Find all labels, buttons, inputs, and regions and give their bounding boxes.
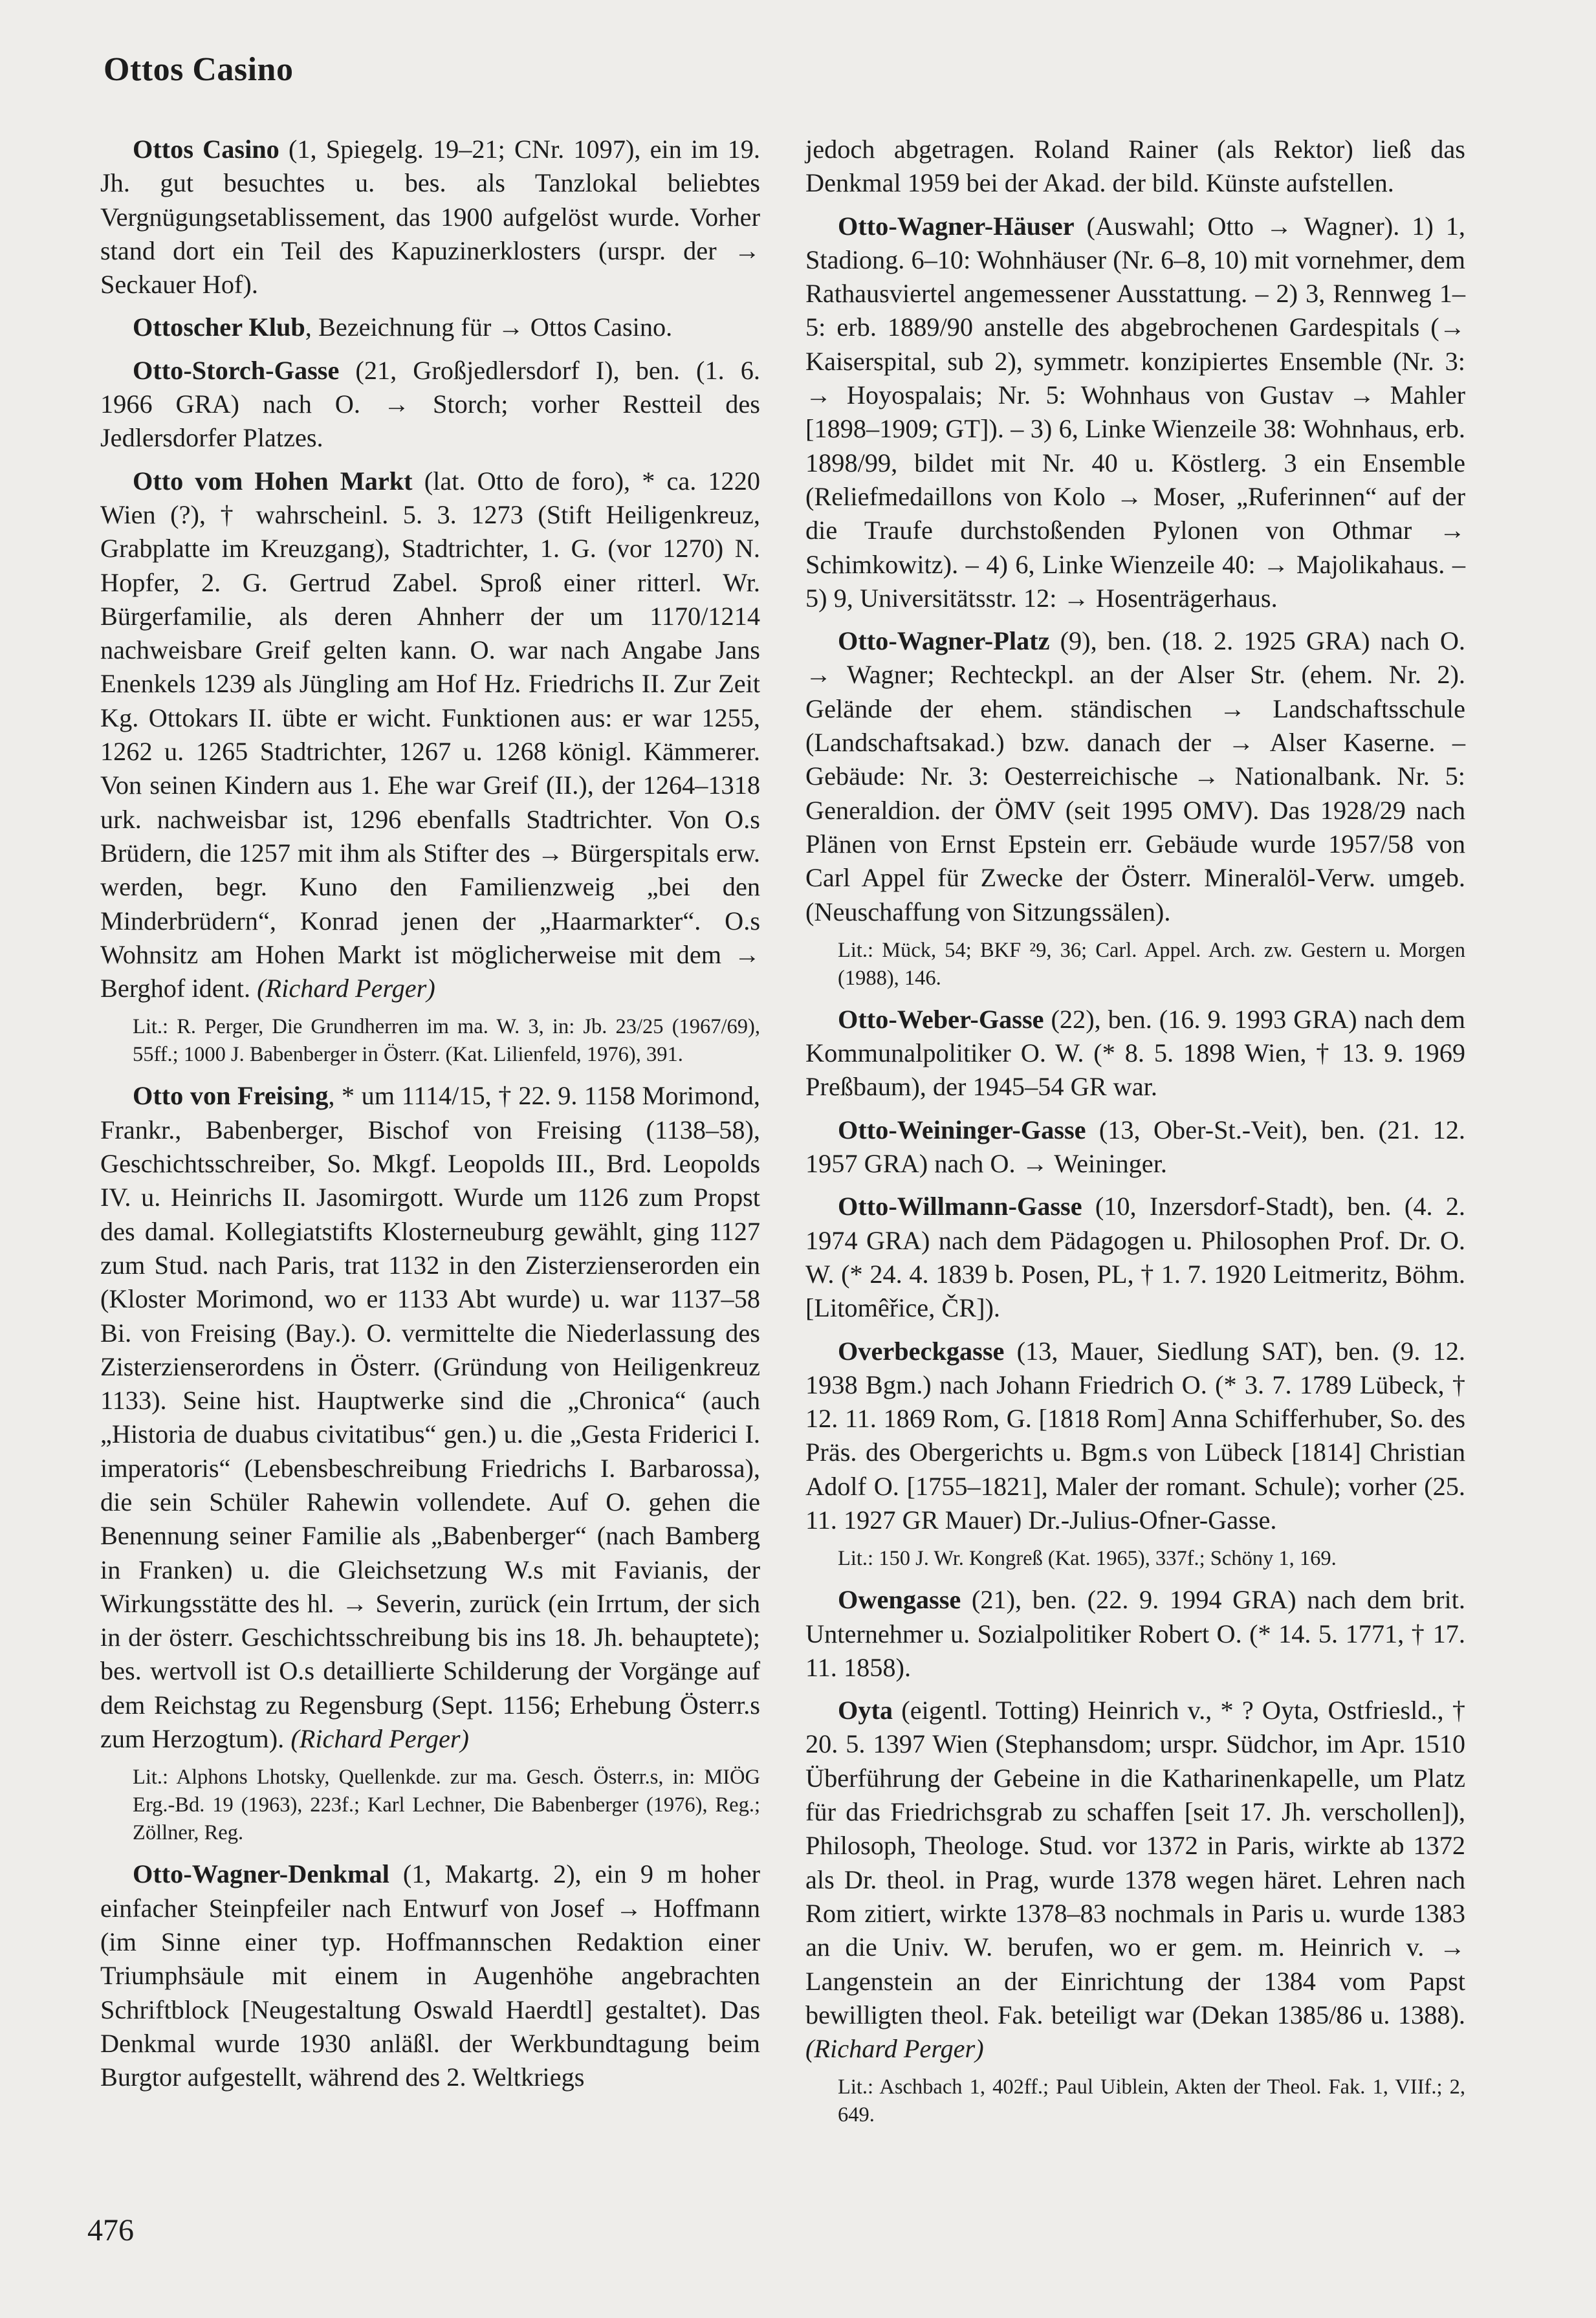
entry-text: (13, Mauer, Siedlung SAT), ben. (9. 12. 1938 Bgm.) nach Johann Friedrich O. (* 3. 7. 1789 Lübeck, † 12. 11. 1869 Rom, G. [1818 Rom] Anna Schifferhuber, So. des Präs. des Obergerichts u. Bgm.s von Lübeck [1814] Christian Adolf O. [1755–1821], Maler der romant. Schule); vorher (25. 11. 1927 GR Mauer) Dr.-Julius-Ofner-Gasse. bbox=[805, 1336, 1465, 1535]
entry bbox=[100, 354, 760, 455]
literature-note: Lit.: Mück, 54; BKF ²9, 36; Carl. Appel. Arch. zw. Gestern u. Morgen (1988), 146. bbox=[838, 938, 1465, 990]
entry bbox=[100, 465, 760, 1006]
headword: Otto-Storch-Gasse bbox=[133, 355, 340, 385]
headword: Otto-Willmann-Gasse bbox=[838, 1192, 1082, 1221]
literature-note: Lit.: R. Perger, Die Grundherren im ma. W. 3, in: Jb. 23/25 (1967/69), 55ff.; 1000 J. Babenberger in Österr. (Kat. Lilienfeld, 1976), 391. bbox=[133, 1015, 760, 1067]
running-head: Ottos Casino bbox=[104, 51, 294, 88]
entry-text: (13, Ober-St.-Veit), ben. (21. 12. 1957 GRA) nach O. → Weininger. bbox=[805, 1115, 1465, 1179]
entry-text: (22), ben. (16. 9. 1993 GRA) nach dem Kommunalpolitiker O. W. (* 8. 5. 1898 Wien, † 13. 9. 1969 Preßbaum), der 1945–54 GR war. bbox=[805, 1004, 1465, 1102]
entry bbox=[805, 210, 1465, 616]
headword: Ottos Casino bbox=[133, 135, 279, 164]
entry-text: (lat. Otto de foro), * ca. 1220 Wien (?), † wahrscheinl. 5. 3. 1273 (Stift Heiligenkreuz, Grabplatte im Kreuzgang), Stadtrichter, 1. G. (vor 1270) N. Hopfer, 2. G. Gertrud Zabel. Sproß einer ritterl. Wr. Bürgerfamilie, als deren Ahnherr der um 1170/1214 nachweisbare Greif gelten kann. O. war nach Angabe Jans Enenkels 1239 als Jüngling am Hof Hz. Friedrichs II. Zur Zeit Kg. Ottokars II. übte er wicht. Funktionen aus: er war 1255, 1262 u. 1265 Stadtrichter, 1267 u. 1268 königl. Kämmerer. Von seinen Kindern aus 1. Ehe war Greif (II.), der 1264–1318 urk. nachweisbar ist, 1296 ebenfalls Stadtrichter. Von O.s Brüdern, die 1257 mit ihm als Stifter des → Bürgerspitals erw. werden, begr. Kuno den Familienzweig „bei den Minderbrüdern“, Konrad jenen der „Haarmarkter“. O.s Wohnsitz am Hohen Markt ist möglicherweise mit dem → Berghof ident. bbox=[100, 466, 760, 1003]
headword: Oyta bbox=[838, 1696, 893, 1725]
entry-continuation bbox=[805, 133, 1465, 201]
headword: Otto vom Hohen Markt bbox=[133, 466, 413, 496]
literature-note: Lit.: Alphons Lhotsky, Quellenkde. zur ma. Gesch. Österr.s, in: MIÖG Erg.-Bd. 19 (1963), 223f.; Karl Lechner, Die Babenberger (1976), Reg.; Zöllner, Reg. bbox=[133, 1766, 760, 1845]
headword: Otto-Wagner-Denkmal bbox=[133, 1859, 389, 1889]
entry-text: (21), ben. (22. 9. 1994 GRA) nach dem brit. Unternehmer u. Sozialpolitiker Robert O. (* 14. 5. 1771, † 17. 11. 1858). bbox=[805, 1585, 1465, 1682]
entry bbox=[805, 1694, 1465, 2066]
right-column bbox=[805, 133, 1465, 2139]
entry-text: , * um 1114/15, † 22. 9. 1158 Morimond, Frankr., Babenberger, Bischof von Freising (1138–58), Geschichtsschreiber, So. Mkgf. Leopolds III., Brd. Leopolds IV. u. Heinrichs II. Jasomirgott. Wurde um 1126 zum Propst des damal. Kollegiatstifts Klosterneuburg gewählt, ging 1127 zum Stud. nach Paris, trat 1132 in den Zisterzienserorden ein (Kloster Morimond, wo er 1133 Abt wurde) u. war 1137–58 Bi. von Freising (Bay.). O. vermittelte die Niederlassung des Zisterzienserordens in Österr. (Gründung von Heiligenkreuz 1133). Seine hist. Hauptwerke sind die „Chronica“ (auch „Historia de duabus civitatibus“ gen.) u. die „Gesta Friderici I. imperatoris“ (Lebensbeschreibung Friedrichs I. Barbarossa), die sein Schüler Rahewin vollendete. Auf O. gehen die Benennung seiner Familie als „Babenberger“ (nach Bamberg in Franken) u. die Gleichsetzung W.s mit Favianis, der Wirkungsstätte des hl. → Severin, zurück (ein Irrtum, der sich in der österr. Geschichtsschreibung bis ins 18. Jh. behauptete); bes. wertvoll ist O.s detaillierte Schilderung der Vorgänge auf dem Reichstag zu Regensburg (Sept. 1156; Erhebung Österr.s zum Herzogtum). bbox=[100, 1081, 760, 1754]
entry-text: (10, Inzersdorf-Stadt), ben. (4. 2. 1974 GRA) nach dem Pädagogen u. Philosophen Prof. Dr. O. W. (* 24. 4. 1839 b. Posen, PL, † 1. 7. 1920 Leitmeritz, Böhm. [Litomêřice, ČR]). bbox=[805, 1192, 1465, 1323]
headword: Ottoscher Klub bbox=[133, 312, 305, 342]
headword: Otto-Weininger-Gasse bbox=[838, 1115, 1086, 1144]
entry-text: , Bezeichnung für → Ottos Casino. bbox=[305, 312, 673, 342]
headword: Owengasse bbox=[838, 1585, 961, 1615]
headword: Otto von Freising bbox=[133, 1081, 329, 1111]
headword: Otto-Wagner-Häuser bbox=[838, 211, 1075, 241]
entry-text: (9), ben. (18. 2. 1925 GRA) nach O. → Wagner; Rechteckpl. an der Alser Str. (ehem. Nr. 2). Gelände der ehem. ständischen → Landschaftsschule (Landschaftsakad.) bzw. danach der → Alser Kaserne. – Gebäude: Nr. 3: Oesterreichische → Nationalbank. Nr. 5: Generaldion. der ÖMV (seit 1995 OMV). Das 1928/29 nach Plänen von Ernst Epstein err. Gebäude wurde 1957/58 von Carl Appel für Zwecke der Österr. Mineralöl-Verw. umgeb. (Neuschaffung von Sitzungssälen). bbox=[805, 626, 1465, 926]
entry-text: (21, Großjedlersdorf I), ben. (1. 6. 1966 GRA) nach O. → Storch; vorher Restteil des Jedlersdorfer Platzes. bbox=[100, 355, 760, 453]
entry bbox=[100, 1079, 760, 1756]
headword: Otto-Weber-Gasse bbox=[838, 1004, 1044, 1034]
entry bbox=[805, 1190, 1465, 1325]
headword: Otto-Wagner-Platz bbox=[838, 626, 1050, 656]
entry bbox=[805, 1583, 1465, 1685]
author-signature: (Richard Perger) bbox=[257, 974, 435, 1003]
left-column bbox=[100, 133, 760, 2103]
entry bbox=[100, 1857, 760, 2094]
literature-note: Lit.: 150 J. Wr. Kongreß (Kat. 1965), 337f.; Schöny 1, 169. bbox=[838, 1547, 1337, 1571]
author-signature: (Richard Perger) bbox=[805, 2034, 984, 2064]
headword: Overbeckgasse bbox=[838, 1336, 1005, 1366]
literature-note: Lit.: Aschbach 1, 402ff.; Paul Uiblein, Akten der Theol. Fak. 1, VIIf.; 2, 649. bbox=[838, 2075, 1465, 2127]
entry-text: (1, Makartg. 2), ein 9 m hoher einfacher Steinpfeiler nach Entwurf von Josef → Hoffmann (im Sinne einer typ. Hoffmannschen Redaktion einer Triumphsäule mit einem in Augenhöhe angebrachten Schriftblock [Neugestaltung Oswald Haerdtl] gestaltet). Das Denkmal wurde 1930 anläßl. der Werkbundtagung beim Burgtor aufgestellt, während des 2. Weltkriegs bbox=[100, 1859, 760, 2092]
entry bbox=[805, 1113, 1465, 1181]
entry-text: jedoch abgetragen. Roland Rainer (als Rektor) ließ das Denkmal 1959 bei der Akad. der bild. Künste aufstellen. bbox=[805, 135, 1465, 198]
entry bbox=[100, 133, 760, 301]
entry bbox=[805, 624, 1465, 929]
entry-text: (eigentl. Totting) Heinrich v., * ? Oyta, Ostfriesld., † 20. 5. 1397 Wien (Stephansdom; urspr. Südchor, im Apr. 1510 Überführung der Gebeine in die Katharinenkapelle, um Platz für das Friedrichsgrab zu schaffen [seit 17. Jh. verschollen]), Philosoph, Theologe. Stud. vor 1372 in Paris, wirkte ab 1372 als Dr. theol. in Prag, wurde 1378 wegen häret. Lehren nach Rom zitiert, wirkte 1378–83 nochmals in Paris u. wurde 1383 an die Univ. W. berufen, wo er gem. m. Heinrich v. → Langenstein an der Einrichtung der 1384 vom Papst bewilligten theol. Fak. beteiligt war (Dekan 1385/86 u. 1388). bbox=[805, 1696, 1465, 2029]
entry-text: (1, Spiegelg. 19–21; CNr. 1097), ein im 19. Jh. gut besuchtes u. bes. als Tanzlokal beliebtes Vergnügungsetablissement, das 1900 aufgelöst wurde. Vorher stand dort ein Teil des Kapuzinerklosters (urspr. der → Seckauer Hof). bbox=[100, 135, 760, 300]
author-signature: (Richard Perger) bbox=[290, 1724, 469, 1754]
entry bbox=[805, 1003, 1465, 1104]
entry-text: (Auswahl; Otto → Wagner). 1) 1, Stadiong. 6–10: Wohnhäuser (Nr. 6–8, 10) mit vornehmer, dem Rathausviertel angemessener Ausstattung. – 2) 3, Rennweg 1–5: erb. 1889/90 anstelle des abgebrochenen Gardespitals (→ Kaiserspital, sub 2), symmetr. konzipiertes Ensemble (Nr. 3: → Hoyospalais; Nr. 5: Wohnhaus von Gustav → Mahler [1898–1909; GT]). – 3) 6, Linke Wienzeile 38: Wohnhaus, erb. 1898/99, bildet mit Nr. 40 u. Köstlerg. 3 ein Ensemble (Reliefmedaillons von Kolo → Moser, „Ruferinnen“ auf der die Traufe durchstoßenden Pylonen von Othmar → Schimkowitz). – 4) 6, Linke Wienzeile 40: → Majolikahaus. – 5) 9, Universitätsstr. 12: → Hosenträgerhaus. bbox=[805, 211, 1465, 613]
entry bbox=[100, 311, 760, 344]
entry bbox=[805, 1335, 1465, 1538]
page-number: 476 bbox=[87, 2213, 134, 2247]
